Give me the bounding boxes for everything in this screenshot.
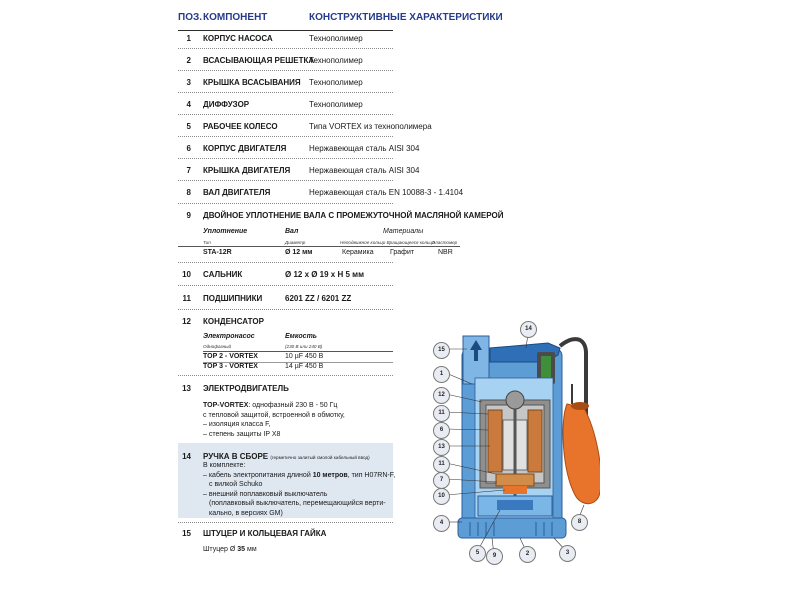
arrow-shaft xyxy=(474,349,478,361)
upper-bearing xyxy=(506,391,524,409)
seal-column-header: Уплотнение xyxy=(203,228,248,235)
capacitor-value: 10 µF 450 В xyxy=(285,353,324,360)
row-description: Типа VORTEX из технополимера xyxy=(309,122,432,131)
seal-ring xyxy=(503,486,527,494)
row-divider xyxy=(178,70,393,71)
row-component: САЛЬНИК xyxy=(203,270,243,279)
callout-11-lower: 11 xyxy=(433,456,450,473)
capacitor-value: 14 µF 450 В xyxy=(285,363,324,370)
row-number: 2 xyxy=(186,56,191,65)
material-nbr: NBR xyxy=(438,249,453,256)
float-switch-body xyxy=(563,404,600,504)
row-component: КРЫШКА ДВИГАТЕЛЯ xyxy=(203,166,291,175)
row-divider xyxy=(178,309,393,310)
row-component: КОРПУС ДВИГАТЕЛЯ xyxy=(203,144,287,153)
row-component: КОРПУС НАСОСА xyxy=(203,34,273,43)
cable-length: 10 метров xyxy=(312,471,348,479)
row-description: Нержавеющая сталь EN 10088-3 - 1.4104 xyxy=(309,188,464,197)
row-component: ДИФФУЗОР xyxy=(203,100,250,109)
row-component: ДВОЙНОЕ УПЛОТНЕНИЕ ВАЛА С ПРОМЕЖУТОЧНОЙ МАСЛЯНОЙ КАМЕРОЙ xyxy=(203,211,504,220)
row-divider xyxy=(178,262,393,263)
row-number: 10 xyxy=(182,270,191,279)
row-number: 14 xyxy=(182,452,191,461)
float-switch-cap xyxy=(571,402,589,410)
subtable-divider xyxy=(178,246,460,247)
row-divider xyxy=(178,522,393,523)
header-features: КОНСТРУКТИВНЫЕ ХАРАКТЕРИСТИКИ xyxy=(309,12,503,23)
row-number: 7 xyxy=(186,166,191,175)
row-component: КРЫШКА ВСАСЫВАНИЯ xyxy=(203,78,301,87)
row-component-title: РУЧКА В СБОРЕ xyxy=(203,452,269,461)
motor-insulation: – изоляция класса F, xyxy=(203,421,271,428)
capacitor-model: TOP 2 - VORTEX xyxy=(203,353,258,360)
row-number: 3 xyxy=(186,78,191,87)
row-divider xyxy=(178,136,393,137)
header-pos: ПОЗ. xyxy=(178,12,203,23)
float-switch-note-1: (поплавковый выключатель, перемещающийся верти- xyxy=(209,500,386,507)
diameter-subheader: Диаметр xyxy=(285,240,306,245)
row-number: 1 xyxy=(186,34,191,43)
header-divider xyxy=(178,30,393,31)
row-number: 15 xyxy=(182,529,191,538)
materials-column-header: Материалы xyxy=(383,228,424,235)
row-number: 12 xyxy=(182,317,191,326)
row-component: ШТУЦЕР И КОЛЬЦЕВАЯ ГАЙКА xyxy=(203,529,327,538)
shaft-diameter: Ø 12 мм xyxy=(285,249,313,256)
row-number: 6 xyxy=(186,144,191,153)
row-number: 4 xyxy=(186,100,191,109)
callout-14: 14 xyxy=(520,321,537,338)
motor-description xyxy=(203,401,345,439)
row-divider xyxy=(178,92,393,93)
handle-kit-label: В комплекте: xyxy=(203,462,246,469)
callout-11: 11 xyxy=(433,405,450,422)
row-component: ВАЛ ДВИГАТЕЛЯ xyxy=(203,188,271,197)
row-component: КОНДЕНСАТОР xyxy=(203,317,264,326)
header-component: КОМПОНЕНТ xyxy=(203,12,268,23)
motor-model: TOP-VORTEX xyxy=(203,402,249,409)
callout-3: 3 xyxy=(559,545,576,562)
row-description: Технополимер xyxy=(309,34,363,43)
row-component: ЭЛЕКТРОДВИГАТЕЛЬ xyxy=(203,384,289,393)
oil-chamber xyxy=(496,474,534,486)
row-component-note: (герметично залитый смолой кабельный ввод) xyxy=(270,455,370,460)
float-switch: – внешний поплавковый выключатель xyxy=(203,490,328,498)
callout-8: 8 xyxy=(571,514,588,531)
row-divider xyxy=(178,375,393,376)
row-number: 13 xyxy=(182,384,191,393)
callout-2: 2 xyxy=(519,546,536,563)
capacitor-model: TOP 3 - VORTEX xyxy=(203,363,258,370)
capacity-column-header: Емкость xyxy=(285,333,317,340)
cable-length-pre: – кабель электропитания длиной xyxy=(203,471,311,479)
row-component xyxy=(203,452,370,461)
callout-15: 15 xyxy=(433,342,450,359)
fitting-description xyxy=(203,545,257,555)
row-number: 5 xyxy=(186,122,191,131)
pump-column-header: Электронасос xyxy=(203,333,255,340)
motor-winding-right xyxy=(528,410,542,472)
row-description: Технополимер xyxy=(309,78,363,87)
shaft-column-header: Вал xyxy=(285,228,299,235)
row-divider xyxy=(178,114,393,115)
row-description: Технополимер xyxy=(309,56,363,65)
handle-description xyxy=(203,461,395,518)
row-divider xyxy=(178,158,393,159)
material-graphite: Графит xyxy=(390,249,415,256)
material-ceramic: Керамика xyxy=(342,249,374,256)
row-divider xyxy=(178,180,393,181)
motor-spec: : однофазный 230 В - 50 Гц xyxy=(248,402,338,409)
type-subheader: Тип xyxy=(203,240,211,245)
callout-5: 5 xyxy=(469,545,486,562)
row-divider xyxy=(178,48,393,49)
row-component: ВСАСЫВАЮЩАЯ РЕШЕТКА xyxy=(203,56,315,65)
motor-protection: с тепловой защитой, встроенной в обмотку, xyxy=(203,411,345,419)
row-divider xyxy=(178,203,393,204)
impeller xyxy=(497,500,533,510)
callout-13: 13 xyxy=(433,439,450,456)
row-number: 11 xyxy=(182,294,191,303)
motor-winding-left xyxy=(488,410,502,472)
row-description: 6201 ZZ / 6201 ZZ xyxy=(285,294,352,303)
row-component: ПОДШИПНИКИ xyxy=(203,294,263,303)
cable-plug: с вилкой Schuko xyxy=(209,481,263,488)
motor-ip-rating: – степень защиты IP X8 xyxy=(203,430,281,438)
capacitor-part xyxy=(541,356,551,380)
callout-10: 10 xyxy=(433,488,450,505)
cable-type: , тип H07RN-F, xyxy=(347,471,396,479)
voltage-subheader: (230 В или 240 В) xyxy=(285,344,323,349)
row-number: 9 xyxy=(186,211,191,220)
row-description: Ø 12 x Ø 19 x H 5 мм xyxy=(285,270,364,279)
callout-4: 4 xyxy=(433,515,450,532)
callout-7: 7 xyxy=(433,472,450,489)
subtable-divider xyxy=(203,351,393,352)
suction-cover xyxy=(458,518,566,538)
callout-1: 1 xyxy=(433,366,450,383)
callout-6: 6 xyxy=(433,422,450,439)
row-component: РАБОЧЕЕ КОЛЕСО xyxy=(203,122,278,131)
elastomer-subheader: Эластомер xyxy=(432,240,458,245)
row-description: Нержавеющая сталь AISI 304 xyxy=(309,144,420,153)
row-number: 8 xyxy=(186,188,191,197)
phase-subheader: Однофазный xyxy=(203,344,232,349)
row-divider xyxy=(178,285,393,286)
fitting-size: 35 xyxy=(237,546,246,553)
callout-12: 12 xyxy=(433,387,450,404)
fitting-pre: Штуцер Ø xyxy=(203,546,236,553)
float-switch-note-2: кально, в версиях GM) xyxy=(209,509,283,517)
fitting-unit: мм xyxy=(247,546,257,553)
row-description: Технополимер xyxy=(309,100,363,109)
rings-subheader: Неподвижное кольцо Вращающееся кольцо xyxy=(340,240,435,245)
seal-type: STA-12R xyxy=(203,249,232,256)
callout-9: 9 xyxy=(486,548,503,565)
row-description: Нержавеющая сталь AISI 304 xyxy=(309,166,420,175)
